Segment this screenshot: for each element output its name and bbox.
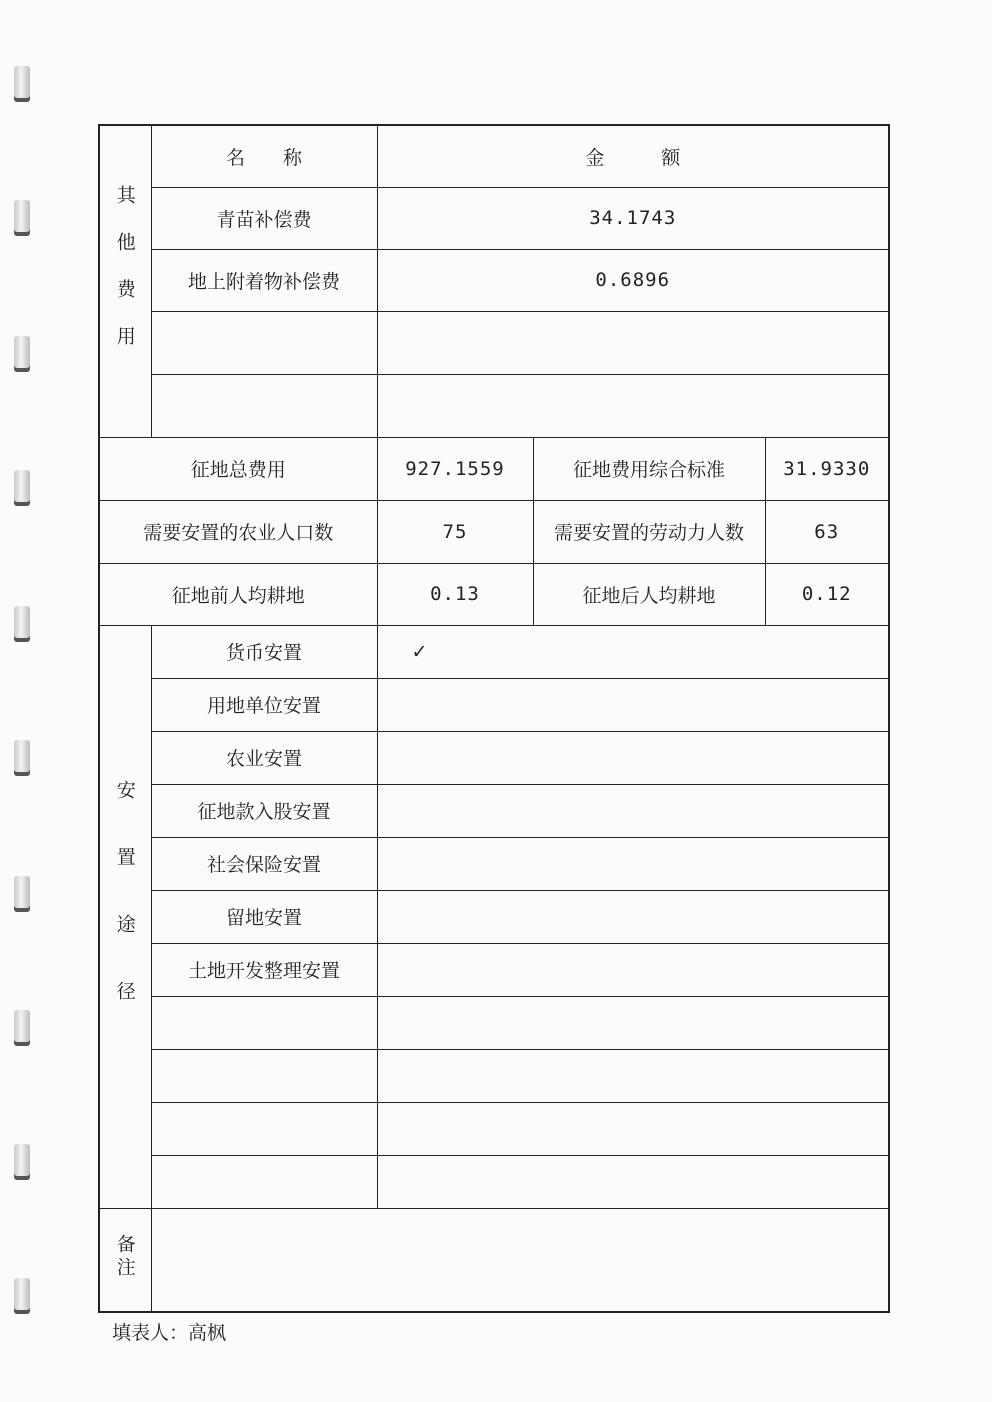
binder-hole	[14, 336, 30, 372]
resettlement-name: 用地单位安置	[206, 695, 321, 717]
resettlement-row	[99, 731, 889, 784]
binder-hole	[14, 876, 30, 912]
agri-pop-value-cell	[377, 500, 533, 563]
form-filler: 填表人：高枫	[112, 1322, 227, 1344]
resettlement-row	[99, 890, 889, 943]
total-cost-value-cell	[377, 437, 533, 500]
labor-value-cell	[765, 500, 889, 563]
fee-row	[99, 249, 889, 311]
agri-pop-label-cell	[99, 500, 377, 563]
agri-pop-label: 需要安置的农业人口数	[143, 522, 334, 544]
fee-amount-cell	[377, 187, 889, 249]
amount-header-cell	[377, 125, 889, 187]
fee-amount-cell	[377, 249, 889, 311]
other-fees-section-cell	[99, 125, 151, 437]
binder-hole	[14, 200, 30, 236]
resettlement-name: 土地开发整理安置	[187, 960, 340, 982]
before-label-cell	[99, 563, 377, 625]
resettlement-name: 农业安置	[225, 748, 302, 770]
checkmark-icon: ✓	[411, 640, 428, 663]
labor-label-cell	[533, 500, 765, 563]
resettlement-row	[99, 784, 889, 837]
fee-name-cell	[151, 311, 377, 374]
summary-row-total	[99, 437, 889, 500]
binder-hole	[14, 606, 30, 642]
resettlement-mark-cell	[377, 1049, 889, 1102]
total-cost-label-cell	[99, 437, 377, 500]
before-value-cell	[377, 563, 533, 625]
resettlement-mark-cell	[377, 625, 889, 678]
resettlement-mark-cell	[377, 890, 889, 943]
resettlement-mark-cell	[377, 784, 889, 837]
after-label-cell	[533, 563, 765, 625]
fee-name: 地上附着物补偿费	[187, 270, 340, 293]
before-label: 征地前人均耕地	[171, 584, 305, 607]
fee-name-cell	[151, 187, 377, 249]
land-acquisition-form-table	[98, 124, 890, 1313]
before-value: 0.13	[430, 583, 480, 605]
resettlement-name-cell	[151, 625, 377, 678]
remarks-row	[99, 1208, 889, 1312]
resettlement-section-cell	[99, 625, 151, 1208]
resettlement-name-cell	[151, 943, 377, 996]
after-value-cell	[765, 563, 889, 625]
name-header-cell	[151, 125, 377, 187]
resettlement-row	[99, 678, 889, 731]
resettlement-row	[99, 837, 889, 890]
summary-row-population	[99, 500, 889, 563]
resettlement-mark-cell	[377, 1155, 889, 1208]
resettlement-mark-cell	[377, 996, 889, 1049]
standard-value-cell	[765, 437, 889, 500]
total-cost-label: 征地总费用	[190, 459, 286, 481]
amount-header: 金 额	[585, 146, 681, 169]
after-value: 0.12	[801, 583, 852, 605]
resettlement-row	[99, 996, 889, 1049]
binder-hole	[14, 470, 30, 506]
resettlement-row	[99, 1049, 889, 1102]
resettlement-mark-cell	[377, 837, 889, 890]
resettlement-row	[99, 1155, 889, 1208]
resettlement-name-cell	[151, 890, 377, 943]
resettlement-mark-cell	[377, 1102, 889, 1155]
other-fees-section-label: 其他费用	[113, 184, 136, 373]
resettlement-name-cell	[151, 1049, 377, 1102]
fee-amount: 0.6896	[595, 269, 671, 291]
resettlement-name: 货币安置	[225, 642, 302, 664]
resettlement-name-cell	[151, 1102, 377, 1155]
standard-value: 31.9330	[783, 457, 871, 480]
fee-row	[99, 311, 889, 374]
resettlement-row	[99, 625, 889, 678]
agri-pop-value: 75	[442, 520, 468, 543]
standard-label-cell	[533, 437, 765, 500]
resettlement-name-cell	[151, 1155, 377, 1208]
binder-hole	[14, 1144, 30, 1180]
fee-amount-cell	[377, 311, 889, 374]
remarks-content-cell	[151, 1208, 889, 1312]
resettlement-section-label: 安置途径	[113, 780, 136, 1048]
standard-label: 征地费用综合标准	[572, 459, 725, 481]
other-fees-header-row	[99, 125, 889, 187]
resettlement-name: 征地款入股安置	[197, 801, 331, 823]
remarks-label-cell	[99, 1208, 151, 1312]
labor-label: 需要安置的劳动力人数	[553, 522, 744, 544]
fee-amount: 34.1743	[589, 207, 677, 229]
resettlement-mark-cell	[377, 678, 889, 731]
resettlement-name-cell	[151, 784, 377, 837]
resettlement-name-cell	[151, 678, 377, 731]
resettlement-mark-cell	[377, 731, 889, 784]
remarks-label: 备注	[113, 1234, 136, 1281]
name-header: 名 称	[225, 146, 302, 169]
labor-value: 63	[814, 520, 840, 543]
after-label: 征地后人均耕地	[582, 584, 716, 607]
summary-row-farmland	[99, 563, 889, 625]
fee-name-cell	[151, 374, 377, 437]
resettlement-name-cell	[151, 996, 377, 1049]
binder-hole	[14, 66, 30, 102]
total-cost-value: 927.1559	[405, 457, 505, 480]
resettlement-row	[99, 1102, 889, 1155]
fee-row	[99, 374, 889, 437]
resettlement-row	[99, 943, 889, 996]
resettlement-name: 社会保险安置	[206, 854, 321, 876]
resettlement-name: 留地安置	[225, 907, 302, 929]
fee-amount-cell	[377, 374, 889, 437]
fee-name-cell	[151, 249, 377, 311]
fee-name: 青苗补偿费	[216, 208, 312, 231]
fee-row	[99, 187, 889, 249]
resettlement-mark-cell	[377, 943, 889, 996]
binder-hole	[14, 1010, 30, 1046]
resettlement-name-cell	[151, 731, 377, 784]
binder-hole	[14, 1278, 30, 1314]
resettlement-name-cell	[151, 837, 377, 890]
binder-hole	[14, 740, 30, 776]
